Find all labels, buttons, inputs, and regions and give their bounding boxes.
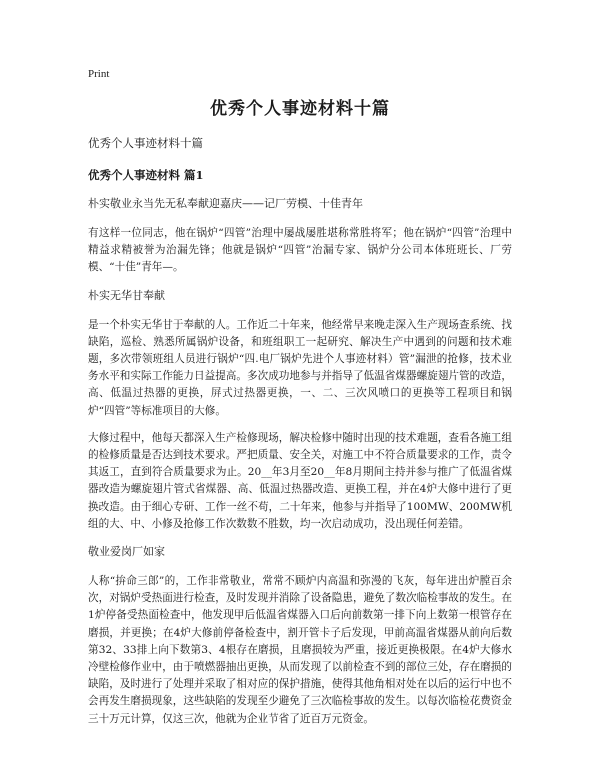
paragraph-3: 大修过程中，他每天都深入生产检修现场，解决检修中随时出现的技术难题，查看各施工组的检修质量是否达到技术要求。严把质量、安全关，对施工中不符合质量要求的工作，责令其返工，直到符合质量要求为止。20__年3月至20__年8月期间主持并参与推广了低温省煤器改造为螺旋翅片管式省煤器、高、低温过热器改造、更换工程，并在4炉大修中进行了更换改造。由于细心专研、工作一丝不苟，二十年来，他参与并指导了100MW、200MW机组的大、中、小修及抢修工作次数数不胜数，均一次启动成功，没出现任何差错。 bbox=[88, 431, 512, 530]
paragraph-2: 是一个朴实无华甘于奉献的人。工作近二十年来，他经常早来晚走深入生产现场查系统、找缺陷，巡检、熟悉所属锅炉设备，和班组职工一起研究、解决生产中遇到的问题和技术难题，多次带领班组人员进行锅炉“四.电厂锅炉先进个人事迹材料）管”漏泄的抢修，技术业务水平和实际工作能力日益提高。多次成功地参与并指导了低温省煤器螺旋翅片管的改造，高、低温过热器的更换，屏式过热器更换，一、二、三次风喷口的更换等工程项目和锅炉“四管”等标准项目的大修。 bbox=[88, 318, 512, 417]
paragraph-1: 有这样一位同志，他在锅炉“四管”治理中屡战屡胜堪称常胜将军；他在锅炉“四管”治理中精益求精被誉为治漏先锋；他就是锅炉“四管”治漏专家、锅炉分公司本体班班长、厂劳模、“十佳”青年—。 bbox=[88, 227, 512, 274]
heading-3: 敬业爱岗厂如家 bbox=[88, 545, 165, 559]
subtitle: 优秀个人事迹材料十篇 bbox=[88, 136, 203, 150]
heading-2: 朴实无华甘奉献 bbox=[88, 288, 165, 302]
paragraph-4: 人称“拚命三郎”的，工作非常敬业，常常不顾炉内高温和弥漫的飞灰，每年进出炉膛百余次，对锅炉受热面进行检查，及时发现并消除了设备隐患，避免了数次临检事故的发生。在1炉停备受热面检查中，他发现甲后低温省煤器入口后向前数第一排下向上数第一根管存在磨损，并更换；在4炉大修前停备检查中，割开管卡子后发现，甲前高温省煤器从前向后数第32、33排上向下数第3、4根存在磨损，且磨损较为严重，接近更换极限。在4炉大修水冷壁检修作业中，由于喷燃器抽出更换，从而发现了以前检查不到的部位三处，存在磨损的缺陷，及时进行了处理并采取了相对应的保护措施，使得其他角相对处在以后的运行中也不会再发生磨损现象，这些缺陷的发现至少避免了三次临检事故的发生。以每次临检花费资金三十万元计算，仅这三次，他就为企业节省了近百万元资金。 bbox=[88, 575, 512, 725]
print-label: Print bbox=[88, 68, 110, 80]
page-title: 优秀个人事迹材料十篇 bbox=[210, 99, 390, 119]
section-title: 优秀个人事迹材料 篇1 bbox=[88, 168, 204, 182]
intro-heading: 朴实敬业永当先无私奉献迎嘉庆——记厂劳模、十佳青年 bbox=[88, 197, 363, 210]
